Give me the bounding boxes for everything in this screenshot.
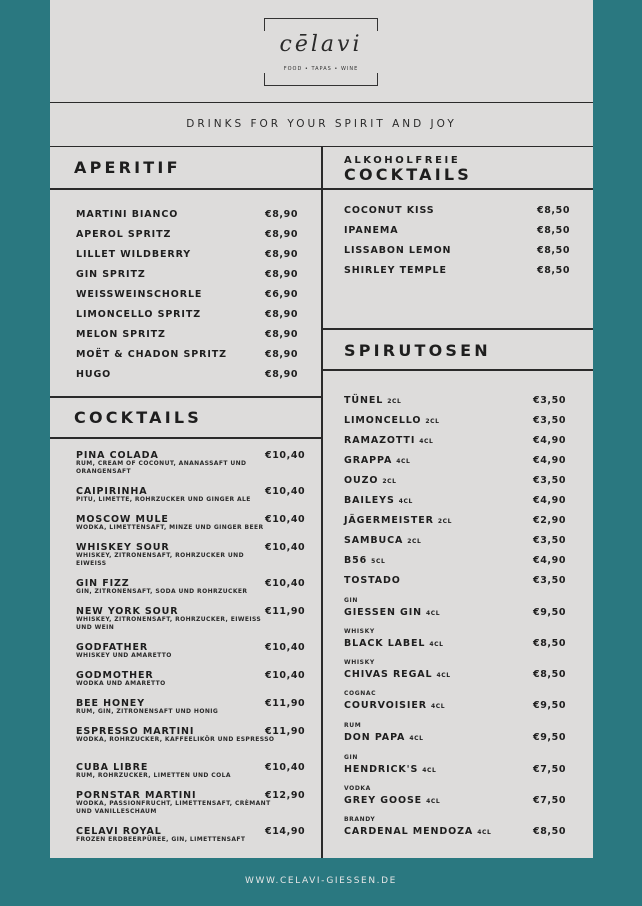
cocktail-item-price: €12,90 — [265, 790, 306, 801]
spirit-item-name: RAMAZOTTI — [344, 435, 416, 446]
spirit-item-name: DON PAPA — [344, 732, 406, 743]
aperitif-item-price: €6,90 — [265, 289, 299, 300]
cocktail-item-description: FROZEN ERDBEERPÜREE, GIN, LIMETTENSAFT — [76, 836, 246, 843]
alkoholfreie-item-price: €8,50 — [537, 265, 571, 276]
alkoholfreie-item-name: IPANEMA — [344, 225, 399, 236]
spirit-item-price: €3,50 — [533, 475, 567, 486]
spirit-item-name: BLACK LABEL — [344, 638, 426, 649]
aperitif-item-price: €8,90 — [265, 229, 299, 240]
spirit-item — [344, 764, 436, 775]
aperitif-title-rule — [50, 188, 321, 190]
cocktail-item-description: RUM, ROHRZUCKER, LIMETTEN UND COLA — [76, 772, 231, 779]
aperitif-item-name: WEISSWEINSCHORLE — [76, 289, 203, 300]
logo-frame-bottom-left — [264, 73, 365, 86]
website-link[interactable]: WWW.CELAVI-GIESSEN.DE — [245, 876, 397, 886]
cocktail-item-name: CELAVI ROYAL — [76, 826, 162, 837]
aperitif-item-price: €8,90 — [265, 249, 299, 260]
spirit-category: RUM — [344, 722, 362, 729]
cocktail-item-name: CUBA LIBRE — [76, 762, 149, 773]
spirit-item-name: LIMONCELLO — [344, 415, 422, 426]
aperitif-item-price: €8,90 — [265, 309, 299, 320]
spirit-item-unit: 5CL — [371, 558, 386, 565]
alkoholfreie-title-rule — [321, 188, 593, 190]
alkoholfreie-item-price: €8,50 — [537, 205, 571, 216]
spirit-item-unit: 4CL — [409, 735, 424, 742]
spirit-item-unit: 4CL — [436, 672, 451, 679]
spirit-category: WHISKY — [344, 628, 375, 635]
cocktail-item-description: PITU, LIMETTE, ROHRZUCKER UND GINGER ALE — [76, 496, 251, 503]
spirit-item-name: GIESSEN GIN — [344, 607, 423, 618]
spirit-item-name: OUZO — [344, 475, 379, 486]
aperitif-item-name: MELON SPRITZ — [76, 329, 166, 340]
cocktails-title-rule — [50, 437, 321, 439]
spirit-item-name: BAILEYS — [344, 495, 395, 506]
cocktail-item-name: WHISKEY SOUR — [76, 542, 170, 553]
aperitif-item-name: LIMONCELLO SPRITZ — [76, 309, 202, 320]
alkoholfreie-title-top: ALKOHOLFREIE — [344, 155, 461, 166]
spirit-item-unit: 4CL — [396, 458, 411, 465]
spirit-item-unit: 2CL — [407, 538, 422, 545]
cocktails-top-rule — [50, 396, 321, 398]
cocktail-item-price: €10,40 — [265, 642, 306, 653]
spirit-item-name: CHIVAS REGAL — [344, 669, 433, 680]
cocktail-item-description: WHISKEY, ZITRONENSAFT, ROHRZUCKER, EIWEISS UND WEIN — [76, 616, 262, 631]
aperitif-item-name: MOËT & CHADON SPRITZ — [76, 349, 227, 360]
brand-tagline: FOOD • TAPAS • WINE — [283, 66, 359, 72]
spirit-item-price: €3,50 — [533, 395, 567, 406]
cocktail-item-description: RUM, CREAM OF COCONUT, ANANASSAFT UND ORANGENSAFT — [76, 460, 247, 475]
cocktail-item-price: €10,40 — [265, 578, 306, 589]
alkoholfreie-item-price: €8,50 — [537, 225, 571, 236]
cocktail-item-name: BEE HONEY — [76, 698, 145, 709]
cocktail-item-name: GODFATHER — [76, 642, 149, 653]
spirit-item — [344, 455, 410, 466]
cocktail-item-description: WODKA UND AMARETTO — [76, 680, 166, 687]
spirit-item-unit: 4CL — [430, 703, 446, 710]
spirit-item-name: COURVOISIER — [344, 700, 427, 711]
cocktail-item-description: WODKA, PASSIONFRUCHT, LIMETTENSAFT, CRÈMANT UND VANILLESCHAUM — [76, 800, 271, 815]
cocktail-item-name: PINA COLADA — [76, 450, 159, 461]
aperitif-item-price: €8,90 — [265, 209, 299, 220]
spirit-item-name: TÜNEL — [344, 395, 384, 406]
menu-headline: DRINKS FOR YOUR SPIRIT AND JOY — [50, 102, 593, 147]
aperitif-item-price: €8,90 — [265, 329, 299, 340]
spirit-category: BRANDY — [344, 816, 376, 823]
spirit-item-unit: 2CL — [382, 478, 397, 485]
spirit-item-price: €3,50 — [533, 535, 567, 546]
aperitif-item-price: €8,90 — [265, 369, 299, 380]
cocktail-item-price: €10,40 — [265, 514, 306, 525]
spirit-item — [344, 555, 385, 566]
cocktail-item-description: WHISKEY, ZITRONENSAFT, ROHRZUCKER UND EIWEISS — [76, 552, 244, 567]
logo-frame-top-right — [277, 18, 378, 31]
aperitif-item-name: APEROL SPRITZ — [76, 229, 172, 240]
spirit-item-price: €7,50 — [533, 764, 567, 775]
spirit-item — [344, 669, 451, 680]
spirit-item — [344, 607, 440, 618]
spirit-item-unit: 4CL — [426, 798, 441, 805]
alkoholfreie-item-price: €8,50 — [537, 245, 571, 256]
spirit-item — [344, 495, 413, 506]
spirit-item-price: €9,50 — [533, 607, 567, 618]
spirit-item-unit: 4CL — [477, 829, 492, 836]
spirit-item-price: €4,90 — [533, 455, 567, 466]
spirit-item-unit: 4CL — [426, 610, 441, 617]
spirit-category: VODKA — [344, 785, 371, 792]
cocktail-item-description: RUM, GIN, ZITRONENSAFT UND HONIG — [76, 708, 219, 715]
spirit-item-name: JÄGERMEISTER — [344, 515, 434, 526]
spirit-item-name: B56 — [344, 555, 368, 566]
cocktail-item-name: GIN FIZZ — [76, 578, 130, 589]
aperitif-item-price: €8,90 — [265, 349, 299, 360]
spirit-item — [344, 795, 440, 806]
aperitif-item-price: €8,90 — [265, 269, 299, 280]
cocktail-item-name: GODMOTHER — [76, 670, 154, 681]
aperitif-item-name: LILLET WILDBERRY — [76, 249, 192, 260]
brand-logo — [264, 18, 378, 86]
alkoholfreie-item-name: COCONUT KISS — [344, 205, 435, 216]
cocktail-item-price: €10,40 — [265, 450, 306, 461]
cocktail-item-name: PORNSTAR MARTINI — [76, 790, 197, 801]
cocktail-item-price: €11,90 — [265, 606, 306, 617]
cocktail-item-price: €11,90 — [265, 698, 306, 709]
spirit-item-unit: 2CL — [437, 518, 453, 525]
spirit-category: GIN — [344, 754, 358, 761]
spirit-item-unit: 4CL — [398, 498, 413, 505]
spirit-item-price: €9,50 — [533, 700, 567, 711]
spirit-item-price: €9,50 — [533, 732, 567, 743]
spirutosen-title-rule — [321, 369, 593, 371]
spirutosen-title: SPIRUTOSEN — [344, 341, 491, 360]
spirit-item — [344, 395, 401, 406]
spirit-item-price: €8,50 — [533, 826, 567, 837]
spirit-item-price: €3,50 — [533, 575, 567, 586]
spirit-item-name: GREY GOOSE — [344, 795, 423, 806]
spirit-item-price: €2,90 — [533, 515, 567, 526]
spirit-item-unit: 4CL — [419, 438, 434, 445]
spirit-item — [344, 515, 452, 526]
cocktail-item-price: €11,90 — [265, 726, 306, 737]
cocktail-item-price: €10,40 — [265, 762, 306, 773]
spirit-item-price: €7,50 — [533, 795, 567, 806]
spirit-item — [344, 700, 445, 711]
cocktails-title: COCKTAILS — [74, 408, 203, 427]
spirit-item — [344, 535, 421, 546]
alkoholfreie-title-bottom: COCKTAILS — [344, 165, 473, 184]
aperitif-item-name: HUGO — [76, 369, 112, 380]
cocktail-item-name: MOSCOW MULE — [76, 514, 169, 525]
cocktail-item-name: NEW YORK SOUR — [76, 606, 179, 617]
spirit-item-unit: 2CL — [425, 418, 440, 425]
cocktail-item-name: CAIPIRINHA — [76, 486, 148, 497]
spirit-item-name: GRAPPA — [344, 455, 393, 466]
spirit-item — [344, 638, 444, 649]
spirit-item-unit: 4CL — [422, 767, 437, 774]
spirit-item — [344, 575, 401, 586]
cocktail-item-description: WODKA, LIMETTENSAFT, MINZE UND GINGER BEER — [76, 524, 264, 531]
menu-card — [50, 0, 593, 858]
cocktail-item-price: €14,90 — [265, 826, 306, 837]
spirit-item — [344, 435, 433, 446]
spirit-item-price: €4,90 — [533, 555, 567, 566]
spirutosen-top-rule — [321, 328, 593, 330]
cocktail-item-description: GIN, ZITRONENSAFT, SODA UND ROHRZUCKER — [76, 588, 248, 595]
spirit-item-name: CARDENAL MENDOZA — [344, 826, 474, 837]
spirit-item — [344, 475, 397, 486]
brand-name: cēlavi — [279, 32, 363, 57]
menu-header — [50, 0, 593, 103]
cocktail-item-description: WODKA, ROHRZUCKER, KAFFEELIKÖR UND ESPRESSO — [76, 736, 275, 743]
spirit-category: WHISKY — [344, 659, 375, 666]
spirit-item-price: €4,90 — [533, 495, 567, 506]
cocktail-item-price: €10,40 — [265, 486, 306, 497]
spirit-category: COGNAC — [344, 690, 377, 697]
logo-frame-bottom-right — [363, 73, 378, 86]
aperitif-item-name: GIN SPRITZ — [76, 269, 146, 280]
alkoholfreie-title — [344, 155, 472, 184]
spirit-item — [344, 826, 491, 837]
alkoholfreie-item-name: SHIRLEY TEMPLE — [344, 265, 447, 276]
column-divider — [321, 146, 323, 858]
cocktail-item-name: ESPRESSO MARTINI — [76, 726, 195, 737]
spirit-item — [344, 415, 440, 426]
spirit-item-name: HENDRICK'S — [344, 764, 419, 775]
spirit-item-unit: 4CL — [429, 641, 444, 648]
spirit-item-price: €4,90 — [533, 435, 567, 446]
spirit-item — [344, 732, 424, 743]
spirit-item-name: TOSTADO — [344, 575, 401, 586]
spirit-item-unit: 2CL — [387, 398, 402, 405]
cocktail-item-price: €10,40 — [265, 670, 306, 681]
cocktail-item-description: WHISKEY UND AMARETTO — [76, 652, 172, 659]
alkoholfreie-item-name: LISSABON LEMON — [344, 245, 452, 256]
spirit-item-name: SAMBUCA — [344, 535, 404, 546]
aperitif-title: APERITIF — [74, 158, 181, 177]
spirit-item-price: €8,50 — [533, 669, 567, 680]
spirit-category: GIN — [344, 597, 358, 604]
spirit-item-price: €3,50 — [533, 415, 567, 426]
aperitif-item-name: MARTINI BIANCO — [76, 209, 179, 220]
spirit-item-price: €8,50 — [533, 638, 567, 649]
cocktail-item-price: €10,40 — [265, 542, 306, 553]
